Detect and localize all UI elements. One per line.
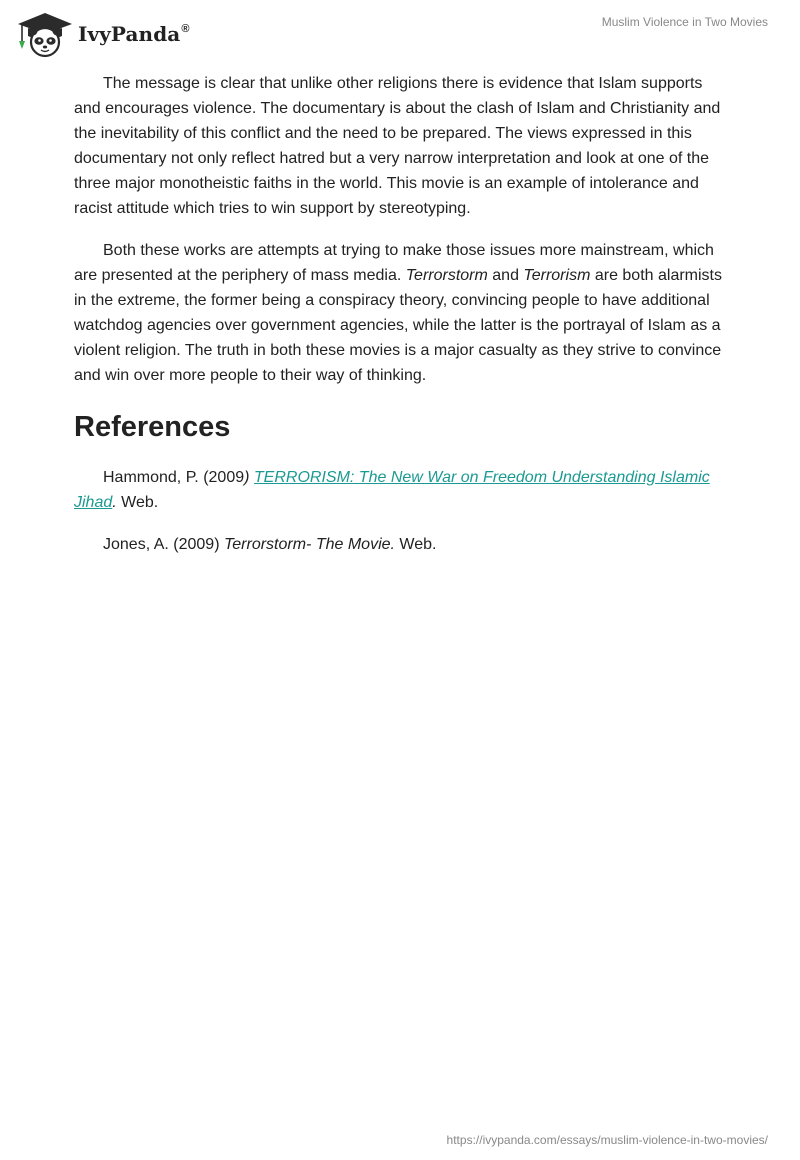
- panda-graduate-icon: [14, 8, 76, 58]
- italic-title-terrorstorm: Terrorstorm: [405, 267, 488, 284]
- logo[interactable]: [14, 8, 190, 58]
- document-title: Muslim Violence in Two Movies: [601, 15, 768, 29]
- paragraph-1: The message is clear that unlike other religions there is evidence that Islam supports and encourages violence. The documentary is about the clash of Islam and Christianity and the inevitability of this conflict and the need to be prepared. The views expressed in this documentary not only reflect hatred but a very narrow interpretation and look at one of the three major monotheistic faiths in the world. This movie is an example of intolerance and racist attitude which tries to win support by stereotyping.: [74, 75, 721, 217]
- footer-url: https://ivypanda.com/essays/muslim-violence-in-two-movies/: [446, 1133, 768, 1147]
- reference-item-hammond: Hammond, P. (2009) TERRORISM: The New War on Freedom Understanding Islamic Jihad. Web.: [74, 469, 710, 511]
- registered-mark: ®: [181, 23, 190, 35]
- brand-name: IvyPanda®: [78, 22, 190, 46]
- reference-link-terrorism[interactable]: TERRORISM: The New War on Freedom Understanding Islamic Jihad: [74, 469, 710, 511]
- references-heading: References: [74, 411, 231, 443]
- italic-title-terrorism: Terrorism: [523, 267, 591, 284]
- document-body: [74, 71, 726, 574]
- paragraph-2: Both these works are attempts at trying to make those issues more mainstream, which are presented at the periphery of mass media. Terrorstorm and Terrorism are both alarmists in the extreme, the former being a conspiracy theory, convincing people to have additional watchdog agencies over government agencies, while the latter is the portrayal of Islam as a violent religion. The truth in both these movies is a major casualty as they strive to convince and win over more people to their way of thinking.: [74, 242, 722, 384]
- reference-item-jones: Jones, A. (2009) Terrorstorm- The Movie. Web.: [103, 536, 437, 553]
- page-header: [0, 0, 800, 62]
